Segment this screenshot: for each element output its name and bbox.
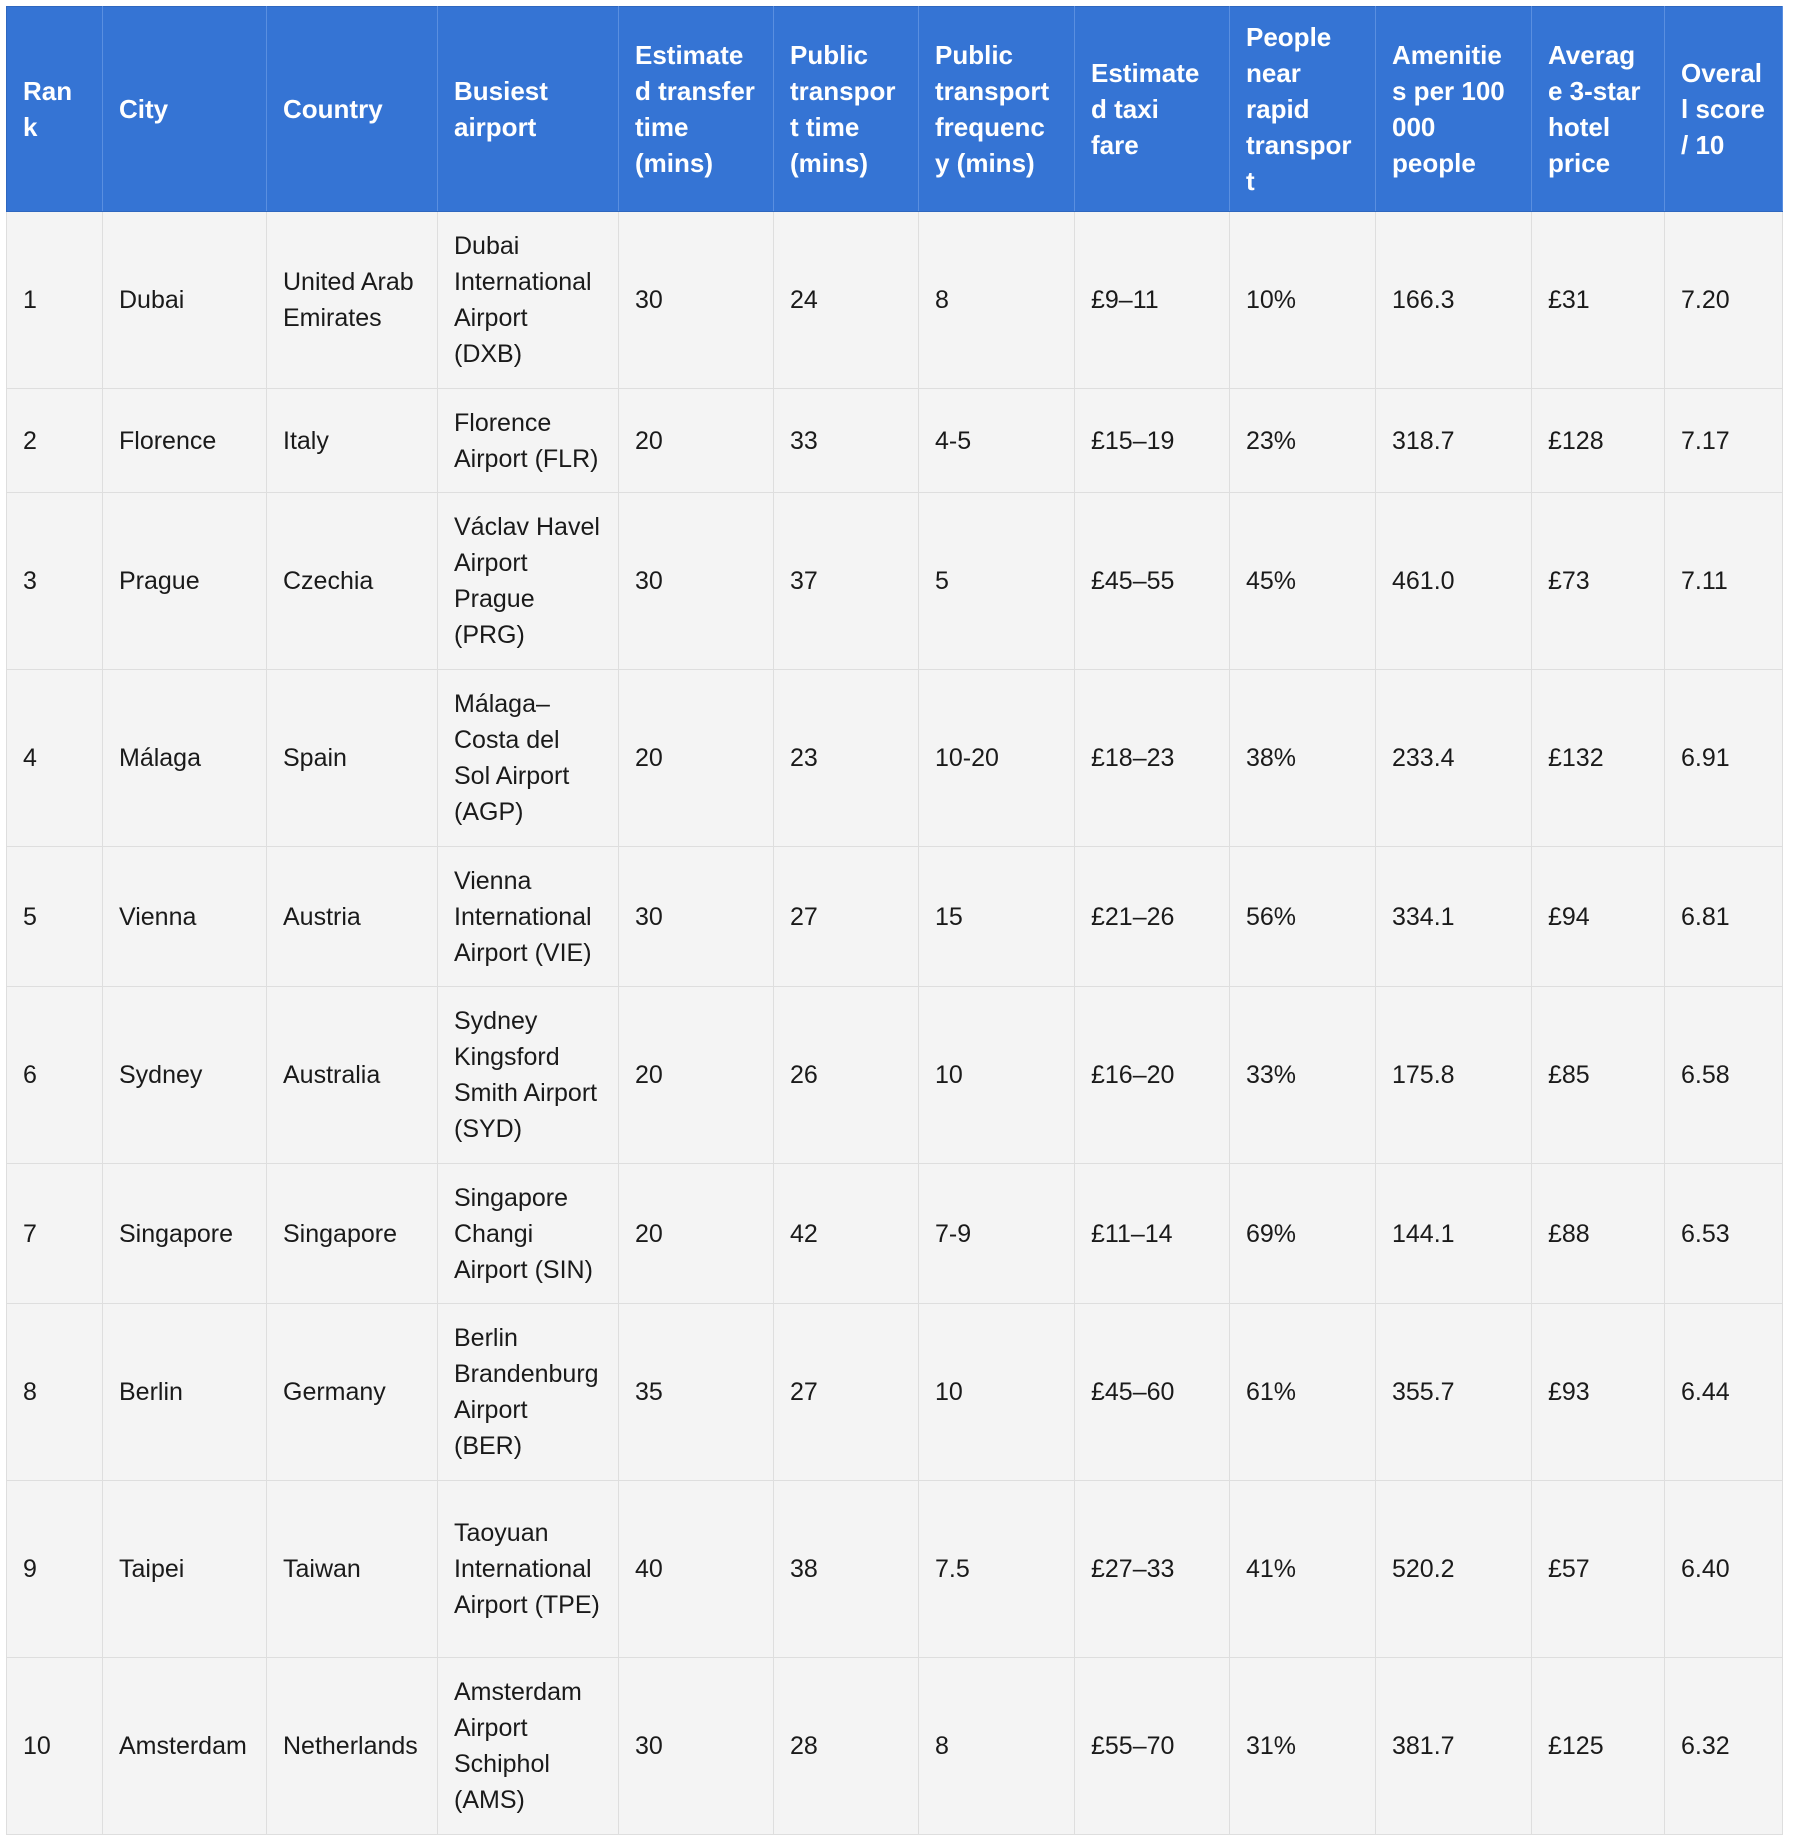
- cell-frequency: 10-20: [919, 670, 1075, 847]
- cell-airport: Singapore Changi Airport (SIN): [438, 1164, 619, 1304]
- cell-transfer-time: 35: [619, 1304, 774, 1481]
- cell-airport: Berlin Brandenburg Airport (BER): [438, 1304, 619, 1481]
- cell-country: Taiwan: [267, 1481, 438, 1658]
- header-rank[interactable]: Rank: [7, 7, 103, 212]
- cell-taxi-fare: £15–19: [1075, 389, 1230, 493]
- cell-frequency: 7-9: [919, 1164, 1075, 1304]
- cell-overall-score: 6.58: [1665, 987, 1783, 1164]
- cell-overall-score: 6.44: [1665, 1304, 1783, 1481]
- cell-overall-score: 6.40: [1665, 1481, 1783, 1658]
- cell-country: Italy: [267, 389, 438, 493]
- header-people-near-rapid-transport[interactable]: People near rapid transport: [1230, 7, 1376, 212]
- cell-amenities: 381.7: [1376, 1658, 1532, 1835]
- cell-amenities: 233.4: [1376, 670, 1532, 847]
- table-row: [7, 847, 1783, 987]
- table-container: [6, 6, 1782, 1835]
- table-row: [7, 1304, 1783, 1481]
- city-airport-ranking-table: [6, 6, 1783, 1835]
- cell-frequency: 10: [919, 987, 1075, 1164]
- header-transfer-time[interactable]: Estimated transfer time (mins): [619, 7, 774, 212]
- cell-frequency: 4-5: [919, 389, 1075, 493]
- cell-frequency: 8: [919, 212, 1075, 389]
- table-row: [7, 670, 1783, 847]
- cell-airport: Taoyuan International Airport (TPE): [438, 1481, 619, 1658]
- cell-rank: 1: [7, 212, 103, 389]
- cell-overall-score: 6.81: [1665, 847, 1783, 987]
- header-busiest-airport[interactable]: Busiest airport: [438, 7, 619, 212]
- cell-rank: 4: [7, 670, 103, 847]
- header-city[interactable]: City: [103, 7, 267, 212]
- cell-city: Málaga: [103, 670, 267, 847]
- cell-transfer-time: 30: [619, 212, 774, 389]
- cell-taxi-fare: £27–33: [1075, 1481, 1230, 1658]
- cell-rank: 10: [7, 1658, 103, 1835]
- cell-taxi-fare: £11–14: [1075, 1164, 1230, 1304]
- cell-people-near-transport: 33%: [1230, 987, 1376, 1164]
- cell-taxi-fare: £55–70: [1075, 1658, 1230, 1835]
- cell-airport: Málaga–Costa del Sol Airport (AGP): [438, 670, 619, 847]
- cell-people-near-transport: 45%: [1230, 493, 1376, 670]
- cell-hotel-price: £94: [1532, 847, 1665, 987]
- cell-country: Germany: [267, 1304, 438, 1481]
- header-public-transport-time[interactable]: Public transport time (mins): [774, 7, 919, 212]
- cell-transfer-time: 30: [619, 847, 774, 987]
- header-overall-score[interactable]: Overall score / 10: [1665, 7, 1783, 212]
- cell-amenities: 520.2: [1376, 1481, 1532, 1658]
- cell-city: Florence: [103, 389, 267, 493]
- cell-rank: 6: [7, 987, 103, 1164]
- cell-transfer-time: 30: [619, 493, 774, 670]
- cell-city: Dubai: [103, 212, 267, 389]
- cell-frequency: 8: [919, 1658, 1075, 1835]
- cell-taxi-fare: £18–23: [1075, 670, 1230, 847]
- header-country[interactable]: Country: [267, 7, 438, 212]
- cell-airport: Dubai International Airport (DXB): [438, 212, 619, 389]
- cell-people-near-transport: 69%: [1230, 1164, 1376, 1304]
- cell-rank: 9: [7, 1481, 103, 1658]
- header-taxi-fare[interactable]: Estimated taxi fare: [1075, 7, 1230, 212]
- cell-taxi-fare: £45–55: [1075, 493, 1230, 670]
- cell-amenities: 175.8: [1376, 987, 1532, 1164]
- cell-transfer-time: 20: [619, 670, 774, 847]
- cell-rank: 5: [7, 847, 103, 987]
- table-row: [7, 493, 1783, 670]
- cell-public-transport-time: 23: [774, 670, 919, 847]
- cell-people-near-transport: 10%: [1230, 212, 1376, 389]
- cell-taxi-fare: £21–26: [1075, 847, 1230, 987]
- cell-airport: Sydney Kingsford Smith Airport (SYD): [438, 987, 619, 1164]
- cell-city: Taipei: [103, 1481, 267, 1658]
- cell-rank: 8: [7, 1304, 103, 1481]
- cell-people-near-transport: 38%: [1230, 670, 1376, 847]
- cell-amenities: 318.7: [1376, 389, 1532, 493]
- cell-city: Amsterdam: [103, 1658, 267, 1835]
- cell-frequency: 15: [919, 847, 1075, 987]
- cell-overall-score: 7.20: [1665, 212, 1783, 389]
- cell-public-transport-time: 33: [774, 389, 919, 493]
- cell-public-transport-time: 37: [774, 493, 919, 670]
- cell-airport: Amsterdam Airport Schiphol (AMS): [438, 1658, 619, 1835]
- cell-hotel-price: £31: [1532, 212, 1665, 389]
- cell-country: United Arab Emirates: [267, 212, 438, 389]
- table-row: [7, 987, 1783, 1164]
- cell-overall-score: 6.91: [1665, 670, 1783, 847]
- cell-frequency: 7.5: [919, 1481, 1075, 1658]
- cell-hotel-price: £88: [1532, 1164, 1665, 1304]
- cell-transfer-time: 40: [619, 1481, 774, 1658]
- cell-hotel-price: £93: [1532, 1304, 1665, 1481]
- cell-people-near-transport: 56%: [1230, 847, 1376, 987]
- cell-overall-score: 6.53: [1665, 1164, 1783, 1304]
- cell-public-transport-time: 28: [774, 1658, 919, 1835]
- cell-country: Australia: [267, 987, 438, 1164]
- cell-people-near-transport: 61%: [1230, 1304, 1376, 1481]
- cell-transfer-time: 20: [619, 389, 774, 493]
- cell-country: Singapore: [267, 1164, 438, 1304]
- cell-hotel-price: £57: [1532, 1481, 1665, 1658]
- cell-country: Czechia: [267, 493, 438, 670]
- table-row: [7, 212, 1783, 389]
- cell-amenities: 144.1: [1376, 1164, 1532, 1304]
- cell-overall-score: 6.32: [1665, 1658, 1783, 1835]
- cell-amenities: 334.1: [1376, 847, 1532, 987]
- cell-public-transport-time: 42: [774, 1164, 919, 1304]
- cell-city: Sydney: [103, 987, 267, 1164]
- cell-rank: 3: [7, 493, 103, 670]
- cell-frequency: 5: [919, 493, 1075, 670]
- header-amenities[interactable]: Amenities per 100 000 people: [1376, 7, 1532, 212]
- cell-public-transport-time: 26: [774, 987, 919, 1164]
- cell-airport: Vienna International Airport (VIE): [438, 847, 619, 987]
- cell-taxi-fare: £16–20: [1075, 987, 1230, 1164]
- table-row: [7, 389, 1783, 493]
- cell-city: Berlin: [103, 1304, 267, 1481]
- table-row: [7, 1164, 1783, 1304]
- cell-hotel-price: £85: [1532, 987, 1665, 1164]
- header-row: [7, 7, 1783, 212]
- cell-country: Netherlands: [267, 1658, 438, 1835]
- cell-people-near-transport: 41%: [1230, 1481, 1376, 1658]
- cell-public-transport-time: 27: [774, 847, 919, 987]
- cell-rank: 7: [7, 1164, 103, 1304]
- cell-people-near-transport: 31%: [1230, 1658, 1376, 1835]
- cell-taxi-fare: £45–60: [1075, 1304, 1230, 1481]
- cell-amenities: 166.3: [1376, 212, 1532, 389]
- cell-public-transport-time: 24: [774, 212, 919, 389]
- cell-frequency: 10: [919, 1304, 1075, 1481]
- cell-transfer-time: 20: [619, 987, 774, 1164]
- cell-hotel-price: £73: [1532, 493, 1665, 670]
- cell-hotel-price: £128: [1532, 389, 1665, 493]
- cell-city: Prague: [103, 493, 267, 670]
- table-row: [7, 1481, 1783, 1658]
- cell-transfer-time: 30: [619, 1658, 774, 1835]
- cell-country: Austria: [267, 847, 438, 987]
- cell-airport: Václav Havel Airport Prague (PRG): [438, 493, 619, 670]
- cell-city: Vienna: [103, 847, 267, 987]
- cell-amenities: 461.0: [1376, 493, 1532, 670]
- table-row: [7, 1658, 1783, 1835]
- cell-city: Singapore: [103, 1164, 267, 1304]
- cell-overall-score: 7.17: [1665, 389, 1783, 493]
- cell-amenities: 355.7: [1376, 1304, 1532, 1481]
- cell-taxi-fare: £9–11: [1075, 212, 1230, 389]
- cell-overall-score: 7.11: [1665, 493, 1783, 670]
- header-hotel-price[interactable]: Average 3-star hotel price: [1532, 7, 1665, 212]
- cell-public-transport-time: 27: [774, 1304, 919, 1481]
- cell-people-near-transport: 23%: [1230, 389, 1376, 493]
- header-public-transport-frequency[interactable]: Public transport frequency (mins): [919, 7, 1075, 212]
- cell-transfer-time: 20: [619, 1164, 774, 1304]
- cell-airport: Florence Airport (FLR): [438, 389, 619, 493]
- cell-country: Spain: [267, 670, 438, 847]
- cell-hotel-price: £132: [1532, 670, 1665, 847]
- cell-rank: 2: [7, 389, 103, 493]
- cell-public-transport-time: 38: [774, 1481, 919, 1658]
- cell-hotel-price: £125: [1532, 1658, 1665, 1835]
